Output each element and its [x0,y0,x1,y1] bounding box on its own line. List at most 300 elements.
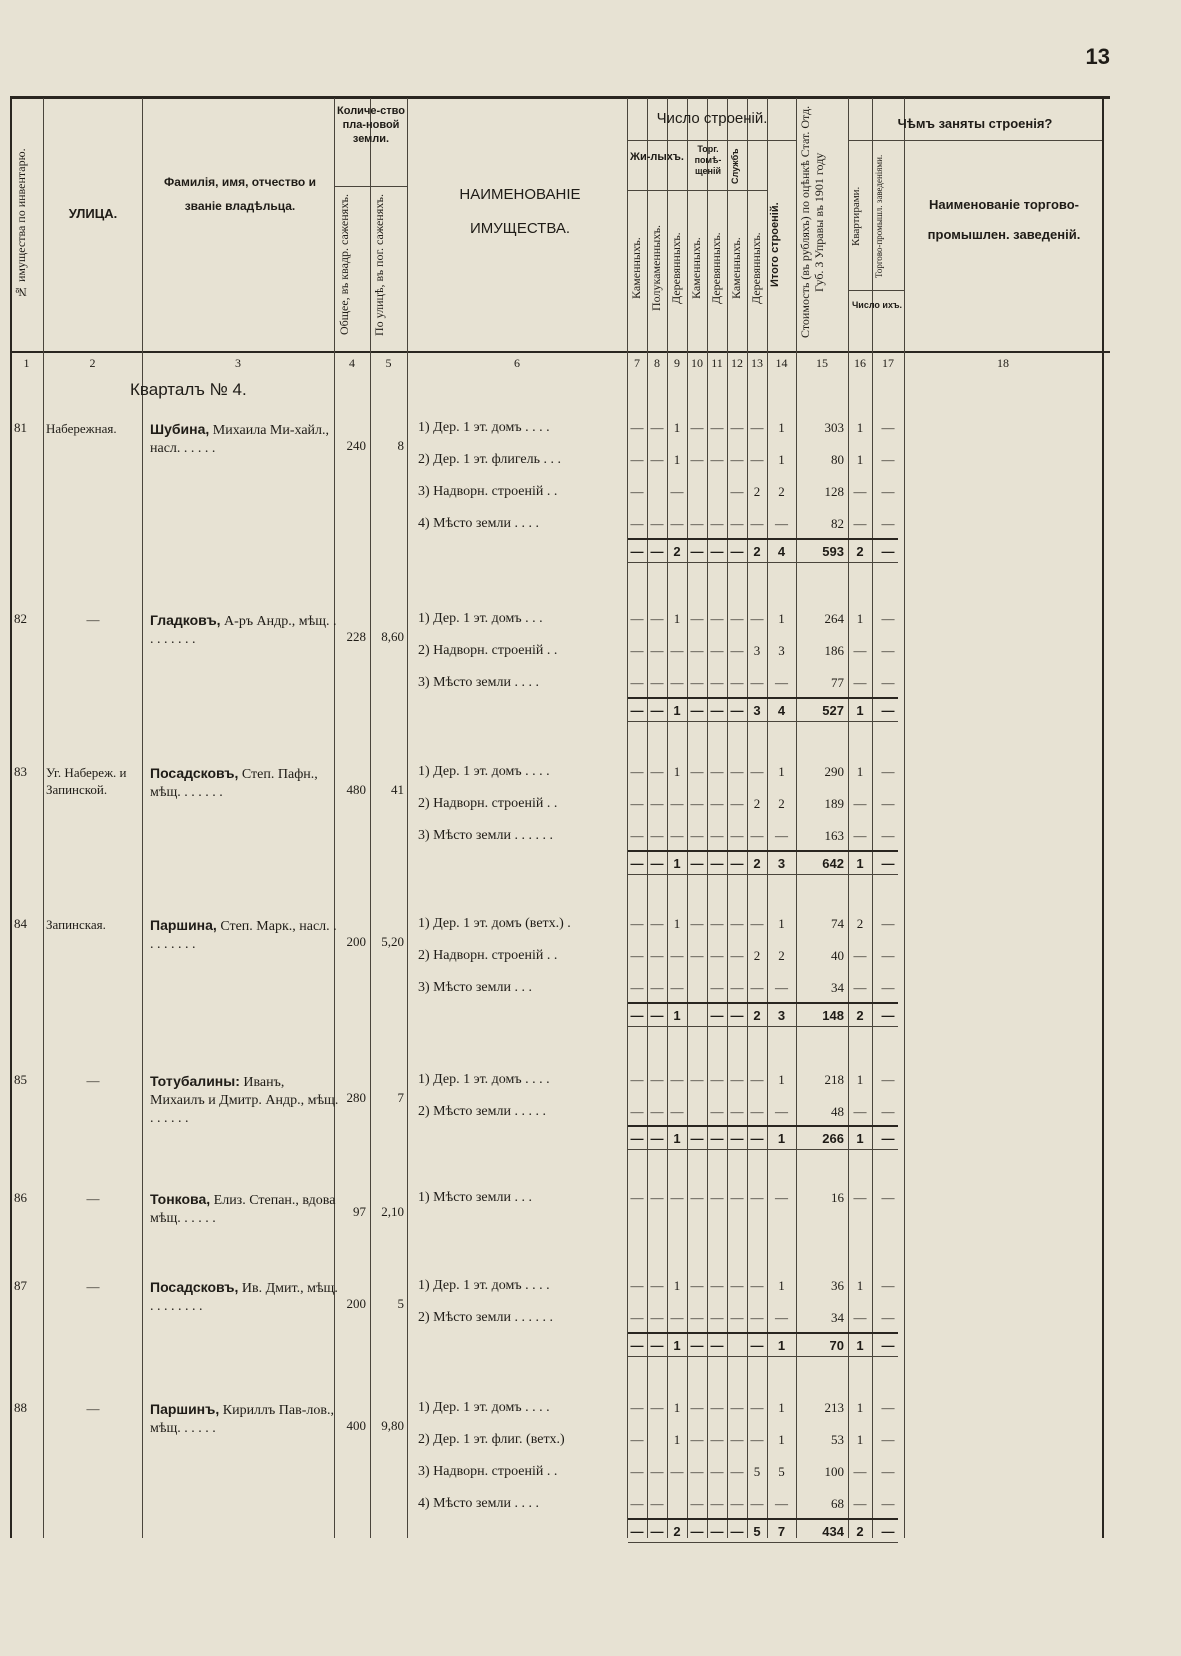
building-count-cell: — [750,675,764,690]
total-count-cell: 2 [753,544,761,559]
building-count-cell: — [650,1190,664,1205]
header-occupied-by: Чѣмъ заняты строенія? [897,116,1053,131]
building-count-cell: — [710,1278,724,1293]
building-count-cell: — [730,1496,744,1511]
building-count-cell: — [775,675,788,690]
column-number: 15 [816,356,828,370]
page-number: 13 [1085,44,1110,69]
property-item: 2) Мѣсто земли . . . . . [418,1104,546,1119]
building-count-cell: — [650,643,664,658]
trade-count: — [881,1400,895,1415]
record-owner [150,1072,340,1128]
valuation: 74 [831,916,844,931]
record-street: — [86,1401,100,1416]
owner-surname: Тонкова, [150,1191,211,1207]
column-number: 1 [23,356,30,370]
building-count-cell: — [730,675,744,690]
valuation: 40 [831,948,844,963]
total-count-cell: — [750,1131,764,1146]
building-count-cell: 1 [778,1400,785,1415]
apartments-count: — [853,1310,867,1325]
total-count-cell: — [710,1131,724,1146]
total-rule-bottom [628,562,898,563]
valuation: 290 [824,764,844,779]
header-buildings-count: Число строеній. [656,110,768,127]
property-item: 3) Мѣсто земли . . . [418,980,532,995]
building-count-cell: — [650,1072,664,1087]
property-item: 3) Мѣсто земли . . . . [418,675,539,690]
owner-surname: Паршинъ, [150,1401,220,1417]
total-count-cell: 2 [673,544,681,559]
header-owner: Фамилія, имя, отчество и званіе владѣльца. [164,175,316,213]
column-rule [407,98,408,1538]
property-item: 1) Дер. 1 эт. домъ . . . . [418,1072,550,1087]
column-number: 11 [711,356,723,370]
column-rule [43,98,44,1538]
total-count-cell: 4 [777,544,786,559]
land-total: 200 [346,934,366,949]
building-count-cell: — [630,764,644,779]
total-count-cell: — [730,544,744,559]
apartments-count: — [853,1496,867,1511]
building-count-cell: 2 [753,796,761,811]
total-count-cell: — [630,1008,644,1023]
column-number: 18 [997,356,1009,370]
building-count-cell: — [710,1190,724,1205]
owner-surname: Посадсковъ, [150,765,239,781]
land-street: 5 [397,1296,404,1311]
building-count-cell: — [750,611,764,626]
building-count-cell: — [690,916,704,931]
building-count-cell: — [750,420,764,435]
total-rule [628,538,898,540]
land-total: 400 [346,1418,366,1433]
land-street: 9,80 [381,1418,404,1433]
valuation: 34 [831,1310,844,1325]
record-number: 87 [14,1278,27,1293]
owner-details: Михаила Ми-хайл., насл. . . . . . [150,423,330,456]
building-count-cell: — [690,516,704,531]
building-count-cell: 1 [673,1278,681,1293]
quarter-title: Кварталъ № 4. [130,380,247,399]
owner-surname: Шубина, [150,421,210,437]
building-count-cell: — [710,1072,724,1087]
building-count-cell: 3 [778,643,785,658]
column-number: 16 [854,356,866,370]
total-apartments: 2 [856,544,864,559]
total-count-cell: — [690,1524,704,1539]
building-count-cell: — [750,1310,764,1325]
building-count-cell: 5 [753,1464,761,1479]
building-count-cell: — [710,828,724,843]
building-count-cell: — [630,828,644,843]
header-services: Службъ [730,148,740,184]
column-rule [904,98,905,1538]
trade-count: — [881,764,895,779]
owner-details: Ив. Дмит., мѣщ. . . . . . . . . [150,1281,338,1314]
building-count-cell: — [730,516,744,531]
trade-count: — [881,1432,895,1447]
total-count-cell: — [750,1338,764,1353]
property-item: 2) Дер. 1 эт. флигель . . . [418,452,562,467]
building-count-cell: — [630,420,644,435]
apartments-count: 1 [856,1072,864,1087]
building-count-cell: — [750,1104,764,1119]
column-number: 4 [349,356,355,370]
land-total: 228 [346,629,366,644]
valuation: 186 [824,643,844,658]
total-trade: — [881,544,895,559]
building-count-cell: — [650,980,664,995]
total-count-cell: — [730,1524,744,1539]
total-count-cell: 3 [777,856,786,871]
building-count-cell: — [710,516,724,531]
record-number: 82 [14,611,27,626]
total-trade: — [881,703,895,718]
building-count-cell: — [730,1278,744,1293]
column-number: 9 [674,356,680,370]
building-count-cell: 1 [778,1072,785,1087]
record-owner [150,764,340,802]
total-count-cell: 1 [673,1338,681,1353]
header-apartments: Квартирами. [850,186,862,246]
owner-details: Иванъ, Михаилъ и Дмитр. Андр., мѣщ. . . . . . . [150,1075,339,1126]
building-count-cell: — [750,1278,764,1293]
column-number: 12 [731,356,743,370]
header-inventory-no: № имущества по инвентарю. [14,148,28,300]
trade-count: — [881,1464,895,1479]
total-rule [628,850,898,852]
valuation: 100 [824,1464,844,1479]
record-number: 81 [14,420,27,435]
total-count-cell: — [690,703,704,718]
property-item: 1) Дер. 1 эт. домъ . . . . [418,1278,550,1293]
building-count-cell: — [730,611,744,626]
building-count-cell: — [630,916,644,931]
building-count-cell: — [670,1310,684,1325]
total-count-cell: 5 [753,1524,761,1539]
owner-surname: Гладковъ, [150,612,221,628]
total-count-cell: — [710,1008,724,1023]
total-trade: — [881,856,895,871]
valuation: 264 [824,611,844,626]
total-count-cell: — [710,856,724,871]
total-valuation: 527 [822,703,844,718]
record-owner [150,1190,340,1228]
total-count-cell: 7 [777,1524,786,1539]
valuation: 16 [831,1190,844,1205]
valuation: 36 [831,1278,844,1293]
apartments-count: — [853,643,867,658]
total-apartments: 1 [856,856,864,871]
header-trade-stone: Каменныхъ. [689,237,703,299]
apartments-count: — [853,948,867,963]
total-apartments: 1 [856,1338,864,1353]
building-count-cell: — [730,1104,744,1119]
total-count-cell: 1 [673,1131,681,1146]
owner-details: Кириллъ Пав-лов., мѣщ. . . . . . [150,1403,334,1436]
building-count-cell: 5 [778,1464,785,1479]
total-rule [628,1332,898,1334]
building-count-cell: 2 [753,484,761,499]
apartments-count: 1 [856,1432,864,1447]
apartments-count: — [853,1190,867,1205]
total-count-cell: 2 [673,1524,681,1539]
building-count-cell: 1 [673,1432,681,1447]
total-count-cell: 3 [777,1008,786,1023]
building-count-cell: — [630,1104,644,1119]
building-count-cell: — [710,1432,724,1447]
column-rule [370,98,371,1538]
total-trade: — [881,1338,895,1353]
building-count-cell: — [750,764,764,779]
building-count-cell: — [730,484,744,499]
total-rule-bottom [628,721,898,722]
building-count-cell: — [630,675,644,690]
total-count-cell: — [630,1131,644,1146]
record-street: — [86,1191,100,1206]
building-count-cell: — [690,1190,704,1205]
header-establishment-names: Наименованіе торгово-промышлен. заведеній. [927,197,1081,242]
trade-count: — [881,643,895,658]
trade-count: — [881,1496,895,1511]
building-count-cell: 1 [778,916,785,931]
record-number: 88 [14,1400,27,1415]
building-count-cell: 2 [778,484,785,499]
property-item: 3) Надворн. строеній . . [418,484,558,499]
building-count-cell: — [710,948,724,963]
total-apartments: 1 [856,703,864,718]
building-count-cell: — [710,796,724,811]
apartments-count: 1 [856,452,864,467]
total-count-cell: — [730,1131,744,1146]
column-number: 17 [882,356,894,370]
building-count-cell: — [775,828,788,843]
land-street: 5,20 [381,934,404,949]
building-count-cell: — [690,948,704,963]
land-street: 2,10 [381,1204,404,1219]
column-number: 7 [634,356,640,370]
valuation: 218 [824,1072,844,1087]
total-count-cell: — [650,703,664,718]
trade-count: — [881,1104,895,1119]
building-count-cell: — [710,764,724,779]
total-count-cell: — [650,1008,664,1023]
column-number: 5 [385,356,392,370]
total-count-cell: 3 [753,703,761,718]
apartments-count: 1 [856,764,864,779]
building-count-cell: — [690,828,704,843]
building-count-cell: 1 [673,420,681,435]
header-rule [848,140,1102,141]
header-land-total: Общее, въ квадр. саженяхъ. [337,194,351,336]
building-count-cell: — [650,1104,664,1119]
trade-count: — [881,916,895,931]
building-count-cell: 2 [753,948,761,963]
building-count-cell: — [730,796,744,811]
column-number: 13 [751,356,763,370]
building-count-cell: — [650,1310,664,1325]
owner-surname: Тотубалины: [150,1073,240,1089]
building-count-cell: — [750,516,764,531]
building-count-cell: — [690,1464,704,1479]
building-count-cell: — [775,1496,788,1511]
total-rule [628,1002,898,1004]
property-item: 1) Мѣсто земли . . . [418,1190,532,1205]
property-item: 3) Надворн. строеній . . [418,1464,558,1479]
total-valuation: 593 [822,544,844,559]
owner-details: А-ръ Андр., мѣщ. . . . . . . . . [150,614,337,647]
record-street: — [86,1279,100,1294]
building-count-cell: — [690,452,704,467]
total-count-cell: — [650,856,664,871]
building-count-cell: — [670,484,684,499]
building-count-cell: 2 [778,796,785,811]
record-street: — [86,1073,100,1088]
total-count-cell: — [730,703,744,718]
building-count-cell: — [775,516,788,531]
building-count-cell: 1 [673,452,681,467]
total-count-cell: 2 [753,856,761,871]
building-count-cell: — [730,1072,744,1087]
header-rule [627,140,796,141]
building-count-cell: — [690,611,704,626]
building-count-cell: — [630,643,644,658]
trade-count: — [881,452,895,467]
header-total-buildings: Итого строеній. [769,202,781,288]
building-count-cell: — [630,1190,644,1205]
building-count-cell: — [630,1496,644,1511]
header-residential: Жи-лыхъ. [630,151,684,163]
trade-count: — [881,1278,895,1293]
building-count-cell: — [710,420,724,435]
building-count-cell: — [650,675,664,690]
total-apartments: 2 [856,1524,864,1539]
building-count-cell: — [750,980,764,995]
building-count-cell: — [710,611,724,626]
building-count-cell: — [690,764,704,779]
total-count-cell: 1 [673,1008,681,1023]
building-count-cell: — [710,916,724,931]
building-count-cell: 1 [778,1432,785,1447]
building-count-cell: — [690,796,704,811]
total-count-cell: — [650,1338,664,1353]
building-count-cell: — [730,452,744,467]
building-count-cell: — [670,516,684,531]
apartments-count: 2 [856,916,864,931]
total-rule-bottom [628,874,898,875]
building-count-cell: — [775,1104,788,1119]
building-count-cell: — [630,1072,644,1087]
total-count-cell: — [650,544,664,559]
building-count-cell: — [710,1310,724,1325]
record-number: 86 [14,1190,27,1205]
building-count-cell: — [730,420,744,435]
building-count-cell: — [750,916,764,931]
building-count-cell: — [630,1310,644,1325]
record-number: 85 [14,1072,27,1087]
top-rule [10,96,1110,99]
building-count-cell: 2 [778,948,785,963]
property-item: 3) Мѣсто земли . . . . . . [418,828,553,843]
property-item: 1) Дер. 1 эт. домъ . . . [418,611,543,626]
total-count-cell: — [630,1338,644,1353]
building-count-cell: — [690,1278,704,1293]
total-rule [628,697,898,699]
valuation: 34 [831,980,844,995]
building-count-cell: — [630,1278,644,1293]
trade-count: — [881,675,895,690]
trade-count: — [881,796,895,811]
building-count-cell: — [750,1496,764,1511]
header-trade-wooden: Деревянныхъ. [709,232,723,304]
building-count-cell: — [710,643,724,658]
building-count-cell: 1 [673,1400,681,1415]
building-count-cell: — [670,643,684,658]
header-land-street: По улицѣ, въ пог. саженяхъ. [372,194,386,336]
building-count-cell: 1 [673,916,681,931]
property-item: 1) Дер. 1 эт. домъ . . . . [418,420,550,435]
property-item: 4) Мѣсто земли . . . . [418,516,539,531]
building-count-cell: — [690,1310,704,1325]
record-owner [150,916,340,954]
building-count-cell: — [630,1400,644,1415]
building-count-cell: — [750,1432,764,1447]
building-count-cell: — [630,1464,644,1479]
property-item: 2) Надворн. строеній . . [418,796,558,811]
record-owner [150,420,340,458]
building-count-cell: — [630,796,644,811]
column-number: 2 [89,356,96,370]
building-count-cell: — [710,452,724,467]
total-count-cell: — [690,1131,704,1146]
total-count-cell: — [690,1338,704,1353]
trade-count: — [881,516,895,531]
apartments-count: — [853,516,867,531]
building-count-cell: — [670,1072,684,1087]
total-count-cell: 1 [673,856,681,871]
building-count-cell: — [650,828,664,843]
header-their-number: Число ихъ. [851,300,903,310]
building-count-cell: — [650,611,664,626]
header-value: Стоимость (въ рубляхъ) по оцѣнкѣ Стат. Отд. Губ. З Управы въ 1901 году [798,105,826,339]
building-count-cell: — [750,1400,764,1415]
total-count-cell: 1 [777,1131,786,1146]
total-trade: — [881,1008,895,1023]
building-count-cell: — [650,516,664,531]
building-count-cell: — [710,675,724,690]
building-count-cell: — [630,980,644,995]
land-total: 280 [346,1090,366,1105]
building-count-cell: — [650,1464,664,1479]
record-owner [150,1278,340,1316]
building-count-cell: — [670,948,684,963]
total-apartments: 2 [856,1008,864,1023]
header-half-stone: Полукаменныхъ. [649,224,663,312]
building-count-cell: — [650,452,664,467]
building-count-cell: — [690,1496,704,1511]
apartments-count: — [853,675,867,690]
building-count-cell: — [710,1104,724,1119]
total-count-cell: — [730,1008,744,1023]
building-count-cell: — [690,420,704,435]
building-count-cell: — [750,828,764,843]
total-count-cell: — [650,1524,664,1539]
valuation: 303 [824,420,844,435]
owner-surname: Посадсковъ, [150,1279,239,1295]
total-rule-bottom [628,1149,898,1150]
building-count-cell: 1 [778,452,785,467]
